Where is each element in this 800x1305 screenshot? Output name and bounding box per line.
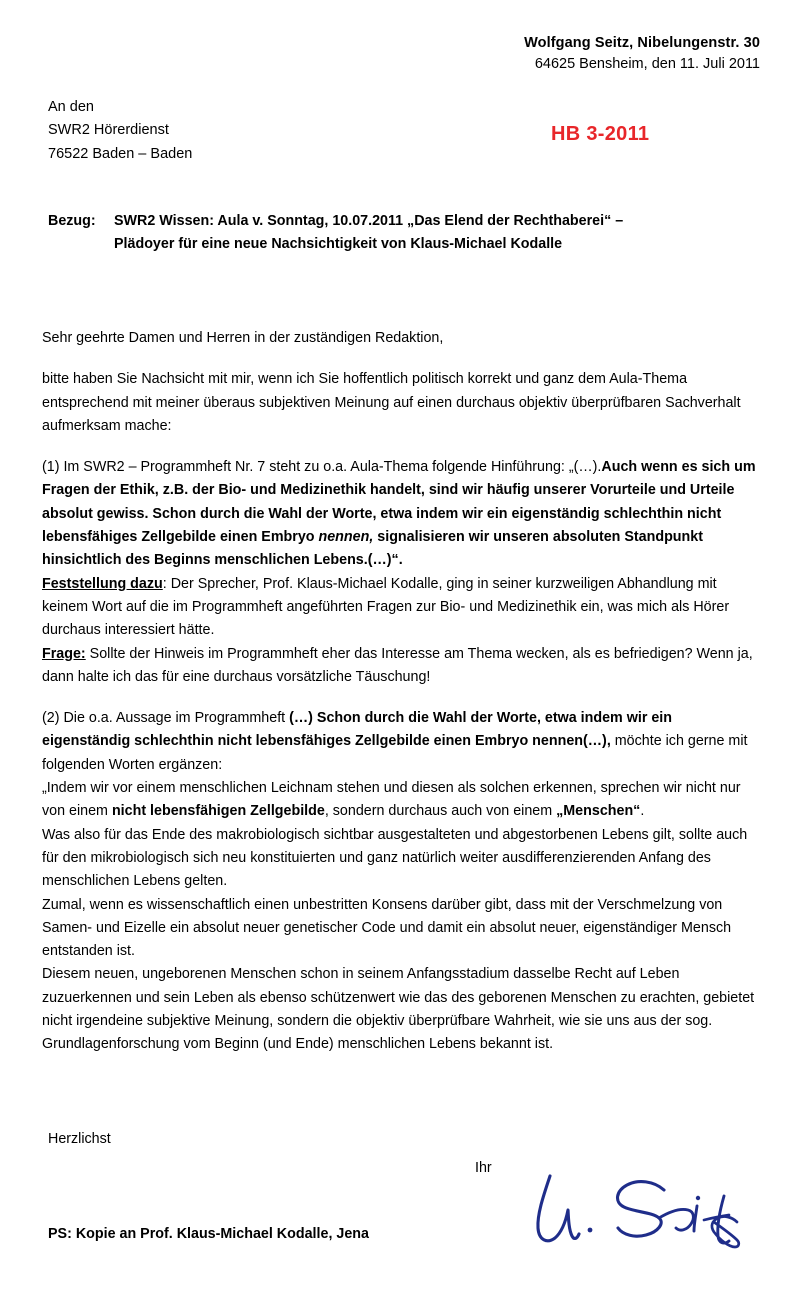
- postscript-label: PS:: [48, 1226, 72, 1242]
- recipient-line-1: An den: [48, 99, 94, 115]
- section-2-lead-after: möchte ich gerne mit folgenden Worten ergänzen:: [42, 733, 748, 773]
- section-1-question-text: Sollte der Hinweis im Programmheft eher das Interesse am Thema wecken, als es befriedigen? Wenn ja, dann halte ich das für eine durchaus vorsätzliche Täuschung!: [42, 645, 753, 685]
- signature: [528, 1168, 758, 1258]
- section-2-para-b: Was also für das Ende des makrobiologisch sichtbar ausgestalteten und abgestorbenen Lebens gilt, sollte auch für den mikrobiologisch sich neu konstituierten und ganz natürlich weiter ausdifferenzierenden Anfang des menschlichen Lebens gelten.: [42, 826, 748, 890]
- section-2-para-a-3: .: [640, 803, 645, 820]
- postscript: [48, 1226, 369, 1242]
- section-2-lead: (2) Die o.a. Aussage im Programmheft: [42, 710, 290, 727]
- reference-code: HB 3-2011: [551, 123, 650, 145]
- section-1-quote-italic: nennen,: [318, 529, 374, 546]
- section-1-finding-text: : Der Sprecher, Prof. Klaus-Michael Kodalle, ging in seiner kurzweiligen Abhandlung mit keinem Wort auf die im Programmheft angeführten Fragen zur Bio- und Medizinethik ein, was mich als Hörer durchaus interessiert hätte.: [42, 575, 730, 639]
- section-2-para-a-2: , sondern durchaus auch von einem: [324, 803, 557, 820]
- valediction: Herzlichst: [48, 1131, 111, 1147]
- letter-body: [42, 327, 758, 1075]
- section-2-para-c: Zumal, wenn es wissenschaftlich einen unbestritten Konsens darüber gibt, dass mit der Verschmelzung von Samen- und Eizelle ein absolut neuer genetischer Code und damit ein absolut neuer, eigenständiger Mensch entstanden ist.: [42, 896, 732, 960]
- section-2-paragraph: [42, 707, 758, 1056]
- section-2-quote-bold: (…) Schon durch die Wahl der Worte, etwa indem wir ein eigenständig schlechthin nicht lebensfähiges Zellgebilde einen Embryo nennen(…),: [42, 710, 673, 750]
- sender-name-street: Wolfgang Seitz, Nibelungenstr. 30: [524, 35, 760, 51]
- section-1-lead: (1) Im SWR2 – Programmheft Nr. 7 steht zu o.a. Aula-Thema folgende Hinführung: „(…).: [42, 459, 602, 476]
- recipient-line-3: 76522 Baden – Baden: [48, 145, 193, 162]
- recipient-address-block: [48, 96, 192, 166]
- postscript-text: Kopie an Prof. Klaus-Michael Kodalle, Jena: [71, 1226, 369, 1242]
- intro-paragraph: bitte haben Sie Nachsicht mit mir, wenn ich Sie hoffentlich politisch korrekt und ganz dem Aula-Thema entsprechend mit meiner überaus subjektiven Meinung auf einen durchaus objektiv überprüfbaren Sachverhalt aufmerksam mache:: [42, 371, 741, 434]
- section-1-quote-bold-b: signalisieren wir unseren absoluten Standpunkt hinsichtlich des Beginns menschlichen Lebens.(…)“.: [42, 529, 703, 569]
- recipient-line-2: SWR2 Hörerdienst: [48, 122, 169, 139]
- section-2-para-a-bold-1: nicht lebensfähigen Zellgebilde: [111, 803, 325, 820]
- section-1-question-label: Frage:: [42, 645, 86, 662]
- sender-city-date: 64625 Bensheim, den 11. Juli 2011: [534, 56, 760, 73]
- subject-text: SWR2 Wissen: Aula v. Sonntag, 10.07.2011 „Das Elend der Rechthaberei“ – Plädoyer für eine neue Nachsichtigkeit von Klaus-Michael Kodalle: [114, 213, 624, 253]
- subject-block: [48, 210, 648, 256]
- section-2-para-a-1: „Indem wir vor einem menschlichen Leichnam stehen und diesen als solchen erkennen, sprechen wir nicht nur von einem: [42, 780, 741, 820]
- salutation: Sehr geehrte Damen und Herren in der zuständigen Redaktion,: [42, 330, 444, 346]
- subject-label: Bezug:: [48, 213, 96, 229]
- section-2-para-d: Diesem neuen, ungeborenen Menschen schon in seinem Anfangsstadium dasselbe Recht auf Leben zuzuerkennen und sein Leben als ebenso schützenwert wie das des geborenen Menschen zu erachten, gebietet nicht irgendeine subjektive Meinung, sondern die objektiv überprüfbare Wahrheit, wie sie uns aus der sog. Grundlagenforschung vom Beginn (und Ende) menschlichen Lebens bekannt ist.: [42, 966, 755, 1053]
- section-1-quote-bold-a: Auch wenn es sich um Fragen der Ethik, z.B. der Bio- und Medizinethik handelt, sind wir häufig unserer Vorurteile und Urteile absolut gewiss. Schon durch die Wahl der Worte, etwa indem wir ein eigenständig schlechthin nicht lebensfähiges Zellgebilde einen Embryo: [42, 459, 756, 546]
- section-2-para-a-bold-2: „Menschen“: [556, 803, 641, 820]
- section-1-paragraph: [42, 456, 758, 689]
- yours-label: Ihr: [475, 1160, 492, 1176]
- sender-address-block: [524, 33, 760, 75]
- section-1-finding-label: Feststellung dazu: [42, 575, 163, 592]
